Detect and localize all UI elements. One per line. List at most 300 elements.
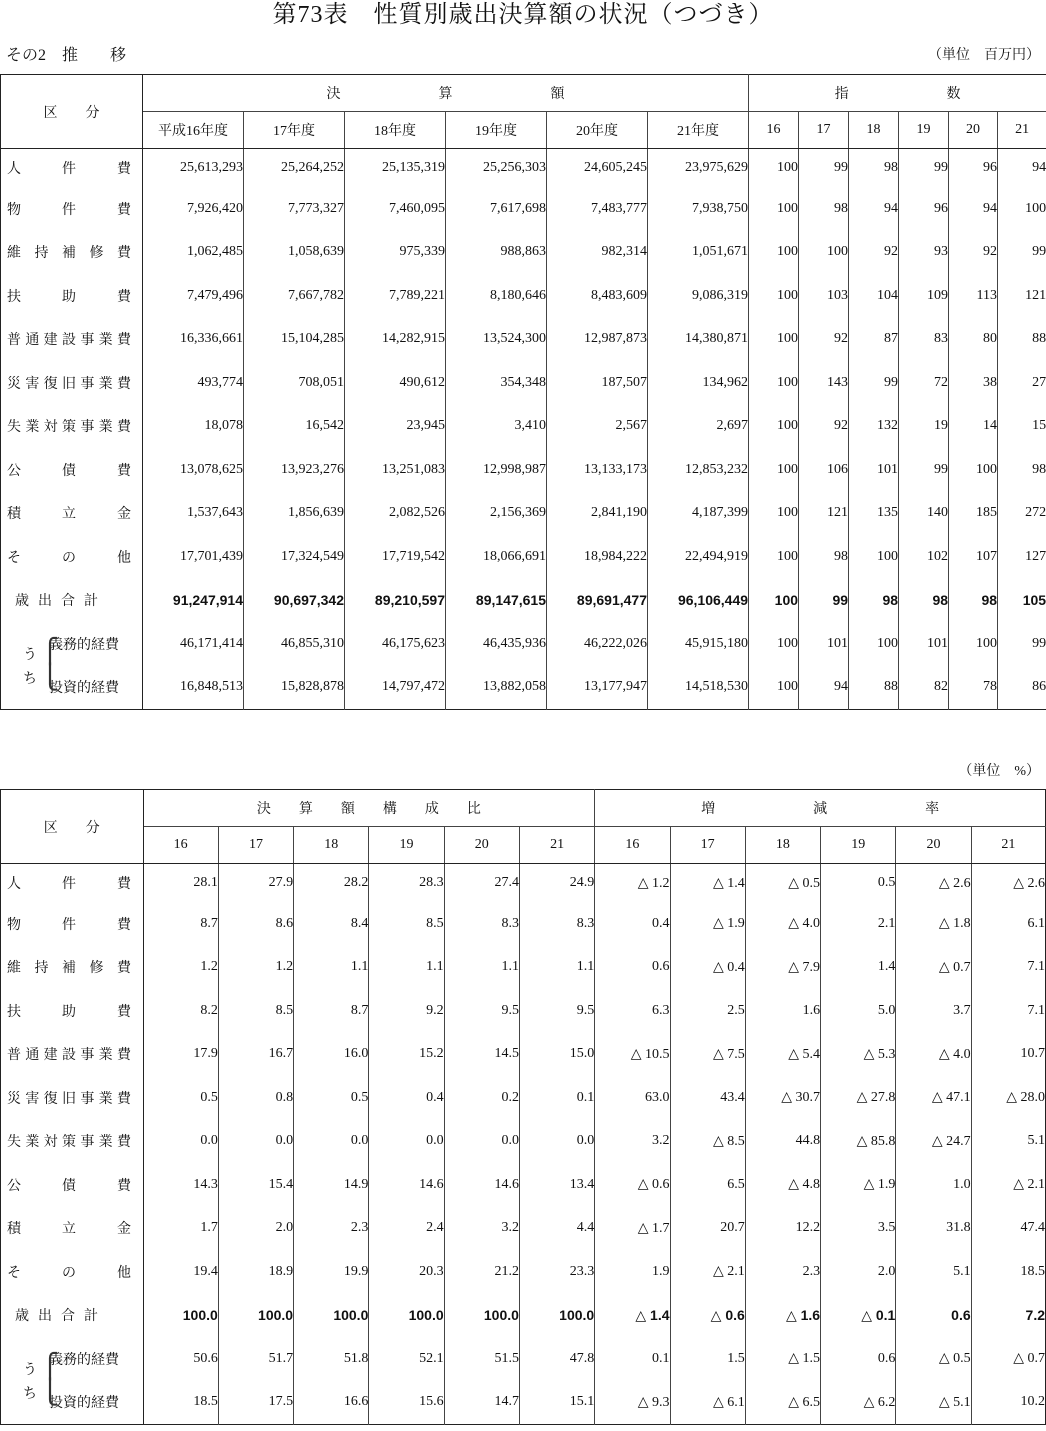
table-cell: 18.5 [1020, 1263, 1045, 1279]
table-cell: 25,613,293 [143, 149, 244, 188]
table-cell: 2.3 [294, 1207, 369, 1251]
column-header: 17 [670, 827, 745, 864]
table-cell: 143 [799, 361, 849, 405]
table-cell: 6.1 [1027, 915, 1045, 931]
table-cell: 7,667,782 [244, 274, 345, 318]
table-cell: 47.8 [519, 1337, 594, 1381]
sub-row-label: 義務的経費 [49, 1352, 119, 1368]
table-cell: △ 2.1 [1013, 1177, 1045, 1193]
unit-label-percent: （単位 %） [958, 764, 1040, 779]
table-cell: 12,998,987 [446, 448, 547, 492]
label-char: 扶 [7, 289, 21, 305]
total-label: 歳出合計 [15, 594, 107, 610]
row-label-text [7, 329, 131, 349]
table-cell: 96 [949, 149, 998, 188]
table-cell: △ 4.0 [745, 902, 820, 946]
table-cell: 8.2 [143, 989, 218, 1033]
label-char: 業 [98, 376, 113, 392]
header-index-group: 指 数 [749, 75, 1046, 112]
table-cell: 1.1 [519, 946, 594, 990]
uchi-label: ち [23, 1386, 37, 1402]
sub-row [1, 1381, 1046, 1425]
column-header: 16 [143, 827, 218, 864]
column-header: 18 [849, 112, 899, 149]
table-cell: 9.5 [444, 989, 519, 1033]
table-cell: △ 2.6 [896, 864, 971, 903]
table-cell: 100 [749, 448, 799, 492]
table-cell: 708,051 [244, 361, 345, 405]
table-cell: 4.4 [519, 1207, 594, 1251]
table-cell: △ 0.1 [821, 1294, 896, 1338]
label-char: 積 [7, 507, 21, 523]
label-char: 費 [117, 289, 131, 305]
table-cell: 13,078,625 [143, 448, 244, 492]
table-row [1, 1207, 1046, 1251]
table-cell: 0.6 [821, 1337, 896, 1381]
table-cell: 86 [1032, 679, 1046, 695]
table-cell: 78 [949, 666, 998, 710]
table-cell: 0.5 [294, 1076, 369, 1120]
table-cell: 135 [849, 492, 899, 536]
label-char: 業 [98, 1091, 113, 1107]
label-char: 業 [98, 333, 113, 349]
unit-label-millions: （単位 百万円） [928, 48, 1040, 63]
table-cell: △ 4.8 [745, 1163, 820, 1207]
table-cell: 7,617,698 [446, 187, 547, 231]
label-char: 事 [80, 1091, 95, 1107]
table-cell: 7.1 [1027, 959, 1045, 975]
table-cell: 102 [899, 535, 949, 579]
row-label-text [7, 242, 131, 262]
uchi-label: う [23, 1363, 37, 1378]
table-cell: 92 [849, 231, 899, 275]
label-char: 費 [116, 1091, 131, 1107]
column-header: 20 [444, 827, 519, 864]
table-cell: 27.9 [218, 864, 293, 903]
table-cell: 23,975,629 [648, 149, 749, 188]
table-cell: 98 [799, 187, 849, 231]
table-cell: 100 [849, 622, 899, 666]
table-cell: 8.3 [519, 902, 594, 946]
table-cell: 100 [949, 448, 998, 492]
composition-and-change-table [0, 789, 1046, 1425]
table-cell: △ 7.9 [745, 946, 820, 990]
row-label [1, 274, 143, 318]
table-cell: 15.4 [218, 1163, 293, 1207]
row-label-text [7, 158, 131, 178]
table-row [1, 902, 1046, 946]
row-label [1, 149, 143, 188]
column-header: 16 [749, 112, 799, 149]
table-cell: 43.4 [670, 1076, 745, 1120]
table-cell: 88 [1032, 331, 1046, 347]
table-cell: 1.9 [595, 1250, 670, 1294]
sub-row [1, 622, 1046, 666]
table-cell: △ 1.8 [896, 902, 971, 946]
label-char: 事 [80, 1135, 95, 1151]
table-cell: 1.4 [821, 946, 896, 990]
column-header: 21 [971, 827, 1045, 864]
label-char: 事 [80, 420, 95, 436]
table-cell: 0.0 [218, 1120, 293, 1164]
table-cell: 28.1 [143, 864, 218, 903]
label-char: 件 [62, 917, 76, 933]
table-cell: 0.6 [595, 946, 670, 990]
table-cell: 2.0 [821, 1250, 896, 1294]
table-cell: △ 0.4 [670, 946, 745, 990]
row-label-text [7, 1262, 131, 1282]
label-char: 扶 [7, 1004, 21, 1020]
table-cell: 83 [899, 318, 949, 362]
table-cell: 50.6 [143, 1337, 218, 1381]
table-cell: 94 [799, 666, 849, 710]
table-cell: 92 [799, 405, 849, 449]
label-char: 金 [117, 507, 131, 523]
table-cell: 18.9 [218, 1250, 293, 1294]
table-cell: 98 [899, 579, 949, 623]
label-char: 費 [116, 376, 131, 392]
table-cell: 7,926,420 [143, 187, 244, 231]
table-cell: 113 [949, 274, 998, 318]
table-cell: 100 [749, 361, 799, 405]
table-cell: △ 0.7 [1013, 1351, 1045, 1367]
table-cell: 1.1 [444, 946, 519, 990]
table-cell: 140 [899, 492, 949, 536]
table-cell: 24.9 [519, 864, 594, 903]
table-cell: 25,135,319 [345, 149, 446, 188]
table2-column-header-row [1, 827, 1046, 864]
table-cell: △ 0.6 [595, 1163, 670, 1207]
table-cell: 12,853,232 [648, 448, 749, 492]
column-header: 16 [595, 827, 670, 864]
table-cell: 1.6 [745, 989, 820, 1033]
label-char: 立 [62, 1222, 76, 1238]
table-cell: 2.5 [670, 989, 745, 1033]
table-cell: 132 [849, 405, 899, 449]
table-cell: △ 27.8 [821, 1076, 896, 1120]
table-cell: △ 6.1 [670, 1381, 745, 1425]
label-char: 業 [98, 1135, 113, 1151]
row-label [1, 864, 144, 903]
table-cell: 2.0 [218, 1207, 293, 1251]
row-label-text [7, 873, 131, 893]
uchi-label: う [23, 648, 37, 663]
settlement-amount-table [0, 74, 1046, 710]
sub-row-label: 投資的経費 [49, 1396, 119, 1412]
table-cell: △ 1.5 [745, 1337, 820, 1381]
label-char: 費 [117, 917, 131, 933]
table-cell: 185 [949, 492, 998, 536]
label-char: 災 [7, 376, 21, 392]
table-cell: 10.2 [1020, 1394, 1045, 1410]
table-cell: 100 [749, 666, 799, 710]
table-cell: 13.4 [519, 1163, 594, 1207]
section-subtitle: その2 推 移 [6, 47, 127, 64]
table-cell: 0.0 [294, 1120, 369, 1164]
table-cell: 13,251,083 [345, 448, 446, 492]
table-cell: 7,479,496 [143, 274, 244, 318]
table-cell: 1.1 [369, 946, 444, 990]
table-row [1, 946, 1046, 990]
row-label [1, 1294, 144, 1338]
table-cell: 15.6 [369, 1381, 444, 1425]
table-cell: 10.7 [1020, 1046, 1045, 1062]
table-cell: 1,062,485 [143, 231, 244, 275]
table-cell: 1,058,639 [244, 231, 345, 275]
table-cell: 5.1 [896, 1250, 971, 1294]
column-header: 19 [821, 827, 896, 864]
label-char: 設 [61, 333, 76, 349]
label-char: 対 [43, 1135, 58, 1151]
table-row [1, 1163, 1046, 1207]
row-label [1, 946, 144, 990]
row-label [1, 318, 143, 362]
row-label-text [7, 1001, 131, 1021]
table-cell: 1,537,643 [143, 492, 244, 536]
table-cell: 14,797,472 [345, 666, 446, 710]
table-cell: 90,697,342 [244, 579, 345, 623]
label-char: 物 [7, 202, 21, 218]
table-cell: 100 [749, 274, 799, 318]
label-char: 費 [117, 1178, 131, 1194]
total-label: 歳出合計 [15, 1309, 107, 1325]
table-cell: 100 [749, 405, 799, 449]
table-cell: 105 [1022, 592, 1046, 609]
table-cell: △ 0.5 [745, 864, 820, 903]
label-char: の [62, 550, 76, 566]
label-char: そ [7, 1265, 21, 1281]
column-header: 平成16年度 [143, 112, 244, 149]
brace-icon: ⎧ [41, 1354, 59, 1380]
table-cell: 23,945 [345, 405, 446, 449]
brace-icon: ⎩ [41, 664, 59, 691]
table-cell: 15.0 [519, 1033, 594, 1077]
sub-row-label: 投資的経費 [49, 681, 119, 697]
table-cell: △ 10.5 [595, 1033, 670, 1077]
label-char: 件 [62, 202, 76, 218]
table-cell: 8.3 [444, 902, 519, 946]
label-char: の [62, 1265, 76, 1281]
row-label [1, 1033, 144, 1077]
table-cell: 80 [949, 318, 998, 362]
header-kubun: 区 分 [1, 75, 143, 149]
column-header: 17年度 [244, 112, 345, 149]
table-cell: △ 1.4 [595, 1294, 670, 1338]
table-cell: △ 5.1 [896, 1381, 971, 1425]
table-cell: 14,518,530 [648, 666, 749, 710]
table-cell: 100.0 [369, 1294, 444, 1338]
table-cell: 0.0 [369, 1120, 444, 1164]
label-char: 費 [117, 246, 131, 262]
label-char: 費 [117, 877, 131, 892]
table-cell: 38 [949, 361, 998, 405]
row-label-text [7, 199, 131, 219]
column-header: 19年度 [446, 112, 547, 149]
table-cell: 7.2 [1025, 1307, 1045, 1324]
column-header: 18 [294, 827, 369, 864]
label-char: 事 [80, 1048, 95, 1064]
table-cell: 6.5 [670, 1163, 745, 1207]
table-cell: 187,507 [547, 361, 648, 405]
row-label [1, 1163, 144, 1207]
total-row [1, 579, 1046, 623]
row-label-text [7, 1218, 131, 1238]
table-cell: 28.2 [294, 864, 369, 903]
table-cell: 2,156,369 [446, 492, 547, 536]
table-cell: 18,984,222 [547, 535, 648, 579]
table-cell: 1.2 [143, 946, 218, 990]
column-header: 20 [896, 827, 971, 864]
table-cell: 51.8 [294, 1337, 369, 1381]
table-cell: 16.6 [294, 1381, 369, 1425]
table-cell: 4,187,399 [648, 492, 749, 536]
table-cell: 1.1 [294, 946, 369, 990]
table-cell: 3,410 [446, 405, 547, 449]
table-cell: 121 [1025, 287, 1046, 303]
table-cell: 14.6 [369, 1163, 444, 1207]
row-label-text [7, 286, 131, 306]
table-row [1, 149, 1046, 188]
table-cell: 272 [1025, 505, 1046, 521]
table-cell: 100 [749, 579, 799, 623]
table-cell: 16.7 [218, 1033, 293, 1077]
row-label [1, 492, 143, 536]
label-char: 費 [117, 1004, 131, 1020]
table-cell: 96 [899, 187, 949, 231]
table-row [1, 231, 1046, 275]
table-cell: 20.3 [369, 1250, 444, 1294]
table-cell: 18,078 [143, 405, 244, 449]
row-label-text [7, 547, 131, 567]
label-char: 費 [116, 1135, 131, 1151]
table-cell: 3.7 [896, 989, 971, 1033]
table-cell: 8.4 [294, 902, 369, 946]
table-cell: 19 [899, 405, 949, 449]
table-cell: △ 8.5 [670, 1120, 745, 1164]
table-cell: 94 [1032, 160, 1046, 175]
label-char: 件 [62, 877, 76, 892]
table-cell: 9.2 [369, 989, 444, 1033]
table-cell: △ 2.6 [1013, 875, 1045, 891]
table-cell: 3.2 [595, 1120, 670, 1164]
table-cell: 0.5 [143, 1076, 218, 1120]
table-cell: 100 [949, 622, 998, 666]
table-cell: 134,962 [648, 361, 749, 405]
table-cell: 15.1 [519, 1381, 594, 1425]
table-cell: 5.0 [821, 989, 896, 1033]
table-cell: △ 85.8 [821, 1120, 896, 1164]
table-cell: 16,542 [244, 405, 345, 449]
table-cell: 1.2 [218, 946, 293, 990]
table-cell: △ 7.5 [670, 1033, 745, 1077]
table-cell: 101 [849, 448, 899, 492]
table-row [1, 864, 1046, 903]
table-cell: △ 1.9 [670, 902, 745, 946]
table-row [1, 1076, 1046, 1120]
table-cell: 100.0 [294, 1294, 369, 1338]
table-cell: 14 [949, 405, 998, 449]
table-cell: 14,282,915 [345, 318, 446, 362]
table-cell: 89,691,477 [547, 579, 648, 623]
table-cell: 100 [749, 231, 799, 275]
label-char: 補 [62, 246, 76, 262]
table-cell: 988,863 [446, 231, 547, 275]
table-cell: 982,314 [547, 231, 648, 275]
label-char: 維 [7, 246, 21, 262]
table-cell: 19.9 [294, 1250, 369, 1294]
table-cell: 89,210,597 [345, 579, 446, 623]
table-cell: △ 5.3 [821, 1033, 896, 1077]
label-char: 持 [34, 961, 49, 977]
table-cell: 19.4 [143, 1250, 218, 1294]
row-label [1, 405, 143, 449]
table-cell: 72 [899, 361, 949, 405]
label-char: 費 [116, 420, 131, 436]
table-cell: 51.7 [218, 1337, 293, 1381]
label-char: 策 [61, 1135, 76, 1151]
table-cell: △ 47.1 [896, 1076, 971, 1120]
row-label [1, 448, 143, 492]
table-cell: △ 0.5 [896, 1337, 971, 1381]
table-cell: 87 [849, 318, 899, 362]
table-cell: △ 1.2 [595, 864, 670, 903]
table-cell: 93 [899, 231, 949, 275]
table-cell: 0.0 [143, 1120, 218, 1164]
table-cell: 17,324,549 [244, 535, 345, 579]
table-cell: 25,256,303 [446, 149, 547, 188]
label-char: 業 [25, 1135, 40, 1151]
page-title: 第73表 性質別歳出決算額の状況（つづき） [272, 2, 774, 28]
table-cell: 98 [1032, 461, 1046, 477]
table-cell: △ 28.0 [1006, 1090, 1045, 1106]
table-cell: 100.0 [218, 1294, 293, 1338]
sub-row-label: 義務的経費 [49, 637, 119, 653]
label-char: 失 [7, 1135, 21, 1151]
table-cell: 7,460,095 [345, 187, 446, 231]
table-cell: 45,915,180 [648, 622, 749, 666]
row-label [1, 1207, 144, 1251]
row-label-text [7, 914, 131, 934]
table-cell: 63.0 [595, 1076, 670, 1120]
table-cell: 354,348 [446, 361, 547, 405]
table-cell: △ 6.2 [821, 1381, 896, 1425]
row-label [1, 622, 143, 666]
column-header: 21 [998, 112, 1046, 149]
label-char: 普 [7, 333, 21, 349]
table-cell: 2.1 [821, 902, 896, 946]
table-cell: 94 [949, 187, 998, 231]
table-cell: 5.1 [1027, 1133, 1045, 1149]
table-cell: 16.0 [294, 1033, 369, 1077]
table-row [1, 187, 1046, 231]
table-cell: 14.5 [444, 1033, 519, 1077]
table-cell: 14.7 [444, 1381, 519, 1425]
table-cell: 104 [849, 274, 899, 318]
row-label-text [7, 1044, 131, 1064]
table-cell: 98 [949, 579, 998, 623]
row-label [1, 1120, 144, 1164]
table-cell: 98 [849, 149, 899, 188]
table-cell: 8,483,609 [547, 274, 648, 318]
table-cell: 101 [799, 622, 849, 666]
table-row [1, 492, 1046, 536]
column-header: 18 [745, 827, 820, 864]
table-cell: 100.0 [143, 1294, 218, 1338]
table-cell: 28.3 [369, 864, 444, 903]
label-char: 業 [25, 420, 40, 436]
row-label [1, 989, 144, 1033]
table-row [1, 448, 1046, 492]
